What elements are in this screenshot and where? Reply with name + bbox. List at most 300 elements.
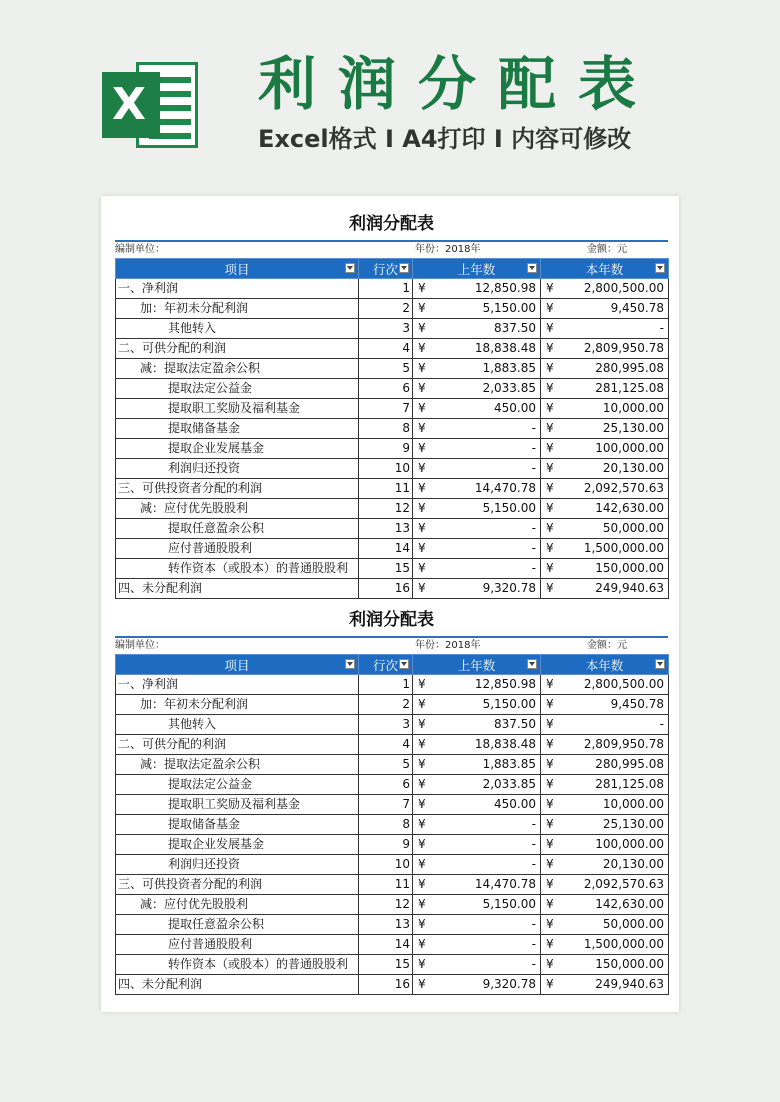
curr-year-cell[interactable] [541,439,669,459]
amount-value: 18,838.48 [474,341,536,355]
profit-table [115,258,669,599]
line-cell[interactable]: 14 [359,539,413,559]
prev-year-cell[interactable] [413,715,541,735]
line-cell[interactable]: 5 [359,359,413,379]
item-cell[interactable]: 转作资本（或股本）的普通股股利 [116,559,359,579]
line-cell[interactable]: 2 [359,695,413,715]
currency-symbol: ¥ [546,677,554,691]
table-row [116,319,669,339]
table-row [116,279,669,299]
logo-badge [102,72,160,138]
curr-year-cell[interactable] [541,975,669,995]
currency-symbol: ¥ [418,421,426,435]
prev-year-cell[interactable] [413,419,541,439]
currency-symbol: ¥ [546,521,554,535]
line-cell[interactable]: 13 [359,915,413,935]
amount-value: 20,130.00 [602,857,664,871]
currency-symbol: ¥ [418,501,426,515]
line-cell[interactable]: 14 [359,935,413,955]
currency-symbol: ¥ [418,837,426,851]
amount-value: - [531,421,536,435]
amount-value: 5,150.00 [482,301,536,315]
currency-symbol: ¥ [546,501,554,515]
curr-year-cell[interactable] [541,835,669,855]
currency-symbol: ¥ [546,281,554,295]
curr-year-cell[interactable] [541,755,669,775]
amount-value: 142,630.00 [595,501,664,515]
line-cell[interactable]: 6 [359,775,413,795]
item-cell[interactable]: 三、可供投资者分配的利润 [116,875,359,895]
amount-value: - [531,837,536,851]
item-cell[interactable]: 减：应付优先股股利 [116,895,359,915]
currency-symbol: ¥ [546,581,554,595]
item-cell[interactable]: 利润归还投资 [116,459,359,479]
currency-symbol: ¥ [418,321,426,335]
curr-year-cell[interactable] [541,459,669,479]
line-cell[interactable]: 12 [359,895,413,915]
curr-year-cell[interactable] [541,479,669,499]
prev-year-cell[interactable] [413,675,541,695]
amount-value: 2,800,500.00 [583,281,664,295]
amount-value: 1,500,000.00 [583,937,664,951]
item-cell[interactable]: 二、可供分配的利润 [116,339,359,359]
curr-year-cell[interactable] [541,519,669,539]
amount-value: 2,033.85 [482,777,536,791]
header-label: 行次 [372,657,398,673]
item-cell[interactable]: 其他转入 [116,715,359,735]
line-cell[interactable]: 6 [359,379,413,399]
curr-year-cell[interactable] [541,795,669,815]
currency-symbol: ¥ [418,897,426,911]
amount-value: 25,130.00 [602,817,664,831]
amount-value: - [531,817,536,831]
item-cell[interactable]: 转作资本（或股本）的普通股股利 [116,955,359,975]
amount-value: 150,000.00 [595,561,664,575]
filter-dropdown-icon[interactable] [527,263,537,273]
curr-year-cell[interactable] [541,735,669,755]
amount-value: 2,092,570.63 [583,877,664,891]
item-cell[interactable]: 三、可供投资者分配的利润 [116,479,359,499]
header-prev-year [413,259,541,279]
currency-symbol: ¥ [418,697,426,711]
header-item [116,259,359,279]
amount-value: 20,130.00 [602,461,664,475]
line-cell[interactable]: 8 [359,815,413,835]
line-cell[interactable]: 11 [359,875,413,895]
sheet-1 [115,206,668,599]
table-row [116,755,669,775]
currency-symbol: ¥ [546,717,554,731]
currency-symbol: ¥ [418,757,426,771]
table-row [116,915,669,935]
item-cell[interactable]: 提取任意盈余公积 [116,519,359,539]
item-cell[interactable]: 应付普通股股利 [116,539,359,559]
currency-symbol: ¥ [546,957,554,971]
prev-year-cell[interactable] [413,479,541,499]
curr-year-cell[interactable] [541,379,669,399]
filter-dropdown-icon[interactable] [345,659,355,669]
prev-year-cell[interactable] [413,735,541,755]
prev-year-cell[interactable] [413,399,541,419]
line-cell[interactable]: 3 [359,319,413,339]
line-cell[interactable]: 16 [359,579,413,599]
prev-year-cell[interactable] [413,695,541,715]
currency-symbol: ¥ [418,441,426,455]
amount-value: 5,150.00 [482,501,536,515]
table-row [116,559,669,579]
line-cell[interactable]: 7 [359,399,413,419]
amount-value: 9,450.78 [610,697,664,711]
amount-value: - [531,441,536,455]
item-cell[interactable]: 提取任意盈余公积 [116,915,359,935]
prev-year-cell[interactable] [413,379,541,399]
line-cell[interactable]: 3 [359,715,413,735]
curr-year-cell[interactable] [541,299,669,319]
table-row [116,795,669,815]
currency-symbol: ¥ [546,441,554,455]
line-cell[interactable]: 4 [359,735,413,755]
table-row [116,695,669,715]
line-cell[interactable]: 11 [359,479,413,499]
sheet-title: 利润分配表 [349,610,434,630]
amount-value: 50,000.00 [602,521,664,535]
header-item [116,655,359,675]
currency-symbol: ¥ [546,877,554,891]
prev-year-cell[interactable] [413,955,541,975]
currency-symbol: ¥ [546,321,554,335]
prev-year-cell[interactable] [413,279,541,299]
amount-value: 450.00 [494,797,536,811]
currency-symbol: ¥ [546,541,554,555]
amount-value: - [659,321,664,335]
curr-year-cell[interactable] [541,579,669,599]
currency-symbol: ¥ [418,677,426,691]
prev-year-cell[interactable] [413,499,541,519]
prev-year-cell[interactable] [413,775,541,795]
year-label: 年份：2018年 [415,640,481,651]
item-cell[interactable]: 提取法定公益金 [116,775,359,795]
amount-value: - [531,561,536,575]
amount-value: 280,995.08 [595,757,664,771]
currency-symbol: ¥ [546,817,554,831]
table-body [116,279,669,599]
item-cell[interactable]: 二、可供分配的利润 [116,735,359,755]
header-prev-year [413,655,541,675]
curr-year-cell[interactable] [541,895,669,915]
amount-value: 280,995.08 [595,361,664,375]
amount-value: 142,630.00 [595,897,664,911]
amount-value: 9,320.78 [482,581,536,595]
item-cell[interactable]: 减：提取法定盈余公积 [116,359,359,379]
line-cell[interactable]: 8 [359,419,413,439]
currency-symbol: ¥ [546,401,554,415]
item-cell[interactable]: 加：年初未分配利润 [116,695,359,715]
item-cell[interactable]: 四、未分配利润 [116,975,359,995]
prev-year-cell[interactable] [413,539,541,559]
sheet-2 [115,602,668,995]
amount-value: 281,125.08 [595,777,664,791]
currency-symbol: ¥ [418,401,426,415]
currency-symbol: ¥ [546,977,554,991]
currency-symbol: ¥ [546,381,554,395]
amount-value: 14,470.78 [474,481,536,495]
currency-label: 金额：元 [587,640,627,651]
sheet-info-row [115,638,668,654]
table-row [116,519,669,539]
currency-symbol: ¥ [546,917,554,931]
curr-year-cell[interactable] [541,399,669,419]
filter-dropdown-icon[interactable] [527,659,537,669]
curr-year-cell[interactable] [541,539,669,559]
table-body [116,675,669,995]
currency-symbol: ¥ [418,561,426,575]
amount-value: 1,883.85 [482,757,536,771]
prev-year-cell[interactable] [413,875,541,895]
curr-year-cell[interactable] [541,339,669,359]
currency-symbol: ¥ [418,917,426,931]
curr-year-cell[interactable] [541,319,669,339]
curr-year-cell[interactable] [541,875,669,895]
profit-table [115,654,669,995]
line-cell[interactable]: 16 [359,975,413,995]
table-row [116,975,669,995]
currency-symbol: ¥ [418,461,426,475]
currency-symbol: ¥ [418,777,426,791]
amount-value: 5,150.00 [482,697,536,711]
table-row [116,875,669,895]
item-cell[interactable]: 提取储备基金 [116,815,359,835]
table-row [116,579,669,599]
item-cell[interactable]: 一、净利润 [116,279,359,299]
line-cell[interactable]: 1 [359,279,413,299]
item-cell[interactable]: 加：年初未分配利润 [116,299,359,319]
prev-year-cell[interactable] [413,559,541,579]
currency-symbol: ¥ [418,937,426,951]
curr-year-cell[interactable] [541,935,669,955]
curr-year-cell[interactable] [541,695,669,715]
amount-value: 450.00 [494,401,536,415]
amount-value: 281,125.08 [595,381,664,395]
prev-year-cell[interactable] [413,519,541,539]
header-curr-year [541,655,669,675]
amount-value: 14,470.78 [474,877,536,891]
line-cell[interactable]: 12 [359,499,413,519]
prev-year-cell[interactable] [413,835,541,855]
item-cell[interactable]: 一、净利润 [116,675,359,695]
line-cell[interactable]: 13 [359,519,413,539]
currency-symbol: ¥ [418,817,426,831]
currency-symbol: ¥ [418,857,426,871]
curr-year-cell[interactable] [541,499,669,519]
header-line [359,655,413,675]
filter-dropdown-icon[interactable] [399,263,409,273]
amount-value: - [531,937,536,951]
currency-symbol: ¥ [418,717,426,731]
item-cell[interactable]: 提取职工奖励及福利基金 [116,795,359,815]
amount-value: 10,000.00 [602,797,664,811]
item-cell[interactable]: 提取企业发展基金 [116,835,359,855]
filter-dropdown-icon[interactable] [655,263,665,273]
prev-year-cell[interactable] [413,935,541,955]
currency-symbol: ¥ [418,281,426,295]
amount-value: 5,150.00 [482,897,536,911]
curr-year-cell[interactable] [541,359,669,379]
amount-value: 2,809,950.78 [583,737,664,751]
table-header-row [116,655,669,675]
currency-symbol: ¥ [546,561,554,575]
line-cell[interactable]: 10 [359,459,413,479]
curr-year-cell[interactable] [541,279,669,299]
amount-value: 2,809,950.78 [583,341,664,355]
currency-symbol: ¥ [418,877,426,891]
header-line [359,259,413,279]
item-cell[interactable]: 减：应付优先股股利 [116,499,359,519]
currency-symbol: ¥ [546,461,554,475]
item-cell[interactable]: 减：提取法定盈余公积 [116,755,359,775]
currency-symbol: ¥ [546,937,554,951]
currency-symbol: ¥ [418,341,426,355]
table-row [116,855,669,875]
amount-value: 2,800,500.00 [583,677,664,691]
amount-value: 25,130.00 [602,421,664,435]
prev-year-cell[interactable] [413,359,541,379]
curr-year-cell[interactable] [541,915,669,935]
currency-symbol: ¥ [546,777,554,791]
line-cell[interactable]: 15 [359,559,413,579]
item-cell[interactable]: 提取法定公益金 [116,379,359,399]
prev-year-cell[interactable] [413,855,541,875]
table-row [116,299,669,319]
currency-symbol: ¥ [546,341,554,355]
amount-value: - [531,541,536,555]
prev-year-cell[interactable] [413,895,541,915]
line-cell[interactable]: 15 [359,955,413,975]
item-cell[interactable]: 提取企业发展基金 [116,439,359,459]
currency-symbol: ¥ [418,957,426,971]
curr-year-cell[interactable] [541,815,669,835]
currency-symbol: ¥ [418,361,426,375]
header-label: 上年数 [457,261,496,277]
header-label: 本年数 [585,261,624,277]
item-cell[interactable]: 其他转入 [116,319,359,339]
table-row [116,439,669,459]
curr-year-cell[interactable] [541,419,669,439]
curr-year-cell[interactable] [541,855,669,875]
amount-value: 249,940.63 [595,581,664,595]
amount-value: - [659,717,664,731]
prev-year-cell[interactable] [413,439,541,459]
table-row [116,735,669,755]
item-cell[interactable]: 提取储备基金 [116,419,359,439]
curr-year-cell[interactable] [541,715,669,735]
prev-year-cell[interactable] [413,815,541,835]
amount-value: - [531,521,536,535]
line-cell[interactable]: 5 [359,755,413,775]
filter-dropdown-icon[interactable] [345,263,355,273]
prev-year-cell[interactable] [413,579,541,599]
currency-symbol: ¥ [546,897,554,911]
curr-year-cell[interactable] [541,675,669,695]
sheet-title: 利润分配表 [349,214,434,234]
amount-value: - [531,461,536,475]
prev-year-cell[interactable] [413,459,541,479]
excel-logo-icon [102,62,198,148]
currency-symbol: ¥ [546,361,554,375]
prev-year-cell[interactable] [413,319,541,339]
filter-dropdown-icon[interactable] [655,659,665,669]
table-header-row [116,259,669,279]
line-cell[interactable]: 1 [359,675,413,695]
item-cell[interactable]: 应付普通股股利 [116,935,359,955]
table-row [116,895,669,915]
header-label: 上年数 [457,657,496,673]
amount-value: 150,000.00 [595,957,664,971]
line-cell[interactable]: 4 [359,339,413,359]
banner [0,0,780,190]
line-cell[interactable]: 9 [359,439,413,459]
item-cell[interactable]: 利润归还投资 [116,855,359,875]
currency-symbol: ¥ [418,797,426,811]
line-cell[interactable]: 7 [359,795,413,815]
line-cell[interactable]: 2 [359,299,413,319]
table-row [116,339,669,359]
banner-subtitle: Excel格式 I A4打印 I 内容可修改 [258,125,632,153]
curr-year-cell[interactable] [541,775,669,795]
amount-value: 100,000.00 [595,837,664,851]
table-row [116,499,669,519]
table-row [116,775,669,795]
currency-symbol: ¥ [418,541,426,555]
line-cell[interactable]: 9 [359,835,413,855]
table-row [116,675,669,695]
currency-symbol: ¥ [418,301,426,315]
amount-value: 249,940.63 [595,977,664,991]
prev-year-cell[interactable] [413,755,541,775]
currency-symbol: ¥ [546,421,554,435]
header-curr-year [541,259,669,279]
sheet-info-row [115,242,668,258]
prev-year-cell[interactable] [413,339,541,359]
curr-year-cell[interactable] [541,955,669,975]
amount-value: 100,000.00 [595,441,664,455]
currency-symbol: ¥ [418,581,426,595]
amount-value: - [531,917,536,931]
amount-value: 9,450.78 [610,301,664,315]
amount-value: 1,883.85 [482,361,536,375]
amount-value: 837.50 [494,717,536,731]
filter-dropdown-icon[interactable] [399,659,409,669]
currency-symbol: ¥ [546,837,554,851]
item-cell[interactable]: 提取职工奖励及福利基金 [116,399,359,419]
prev-year-cell[interactable] [413,299,541,319]
table-row [116,379,669,399]
header-label: 本年数 [585,657,624,673]
amount-value: - [531,957,536,971]
unit-label: 编制单位： [115,640,165,651]
currency-symbol: ¥ [418,977,426,991]
currency-symbol: ¥ [418,737,426,751]
currency-symbol: ¥ [546,481,554,495]
amount-value: 10,000.00 [602,401,664,415]
curr-year-cell[interactable] [541,559,669,579]
prev-year-cell[interactable] [413,795,541,815]
currency-symbol: ¥ [546,857,554,871]
line-cell[interactable]: 10 [359,855,413,875]
item-cell[interactable]: 四、未分配利润 [116,579,359,599]
prev-year-cell[interactable] [413,975,541,995]
prev-year-cell[interactable] [413,915,541,935]
currency-symbol: ¥ [546,757,554,771]
